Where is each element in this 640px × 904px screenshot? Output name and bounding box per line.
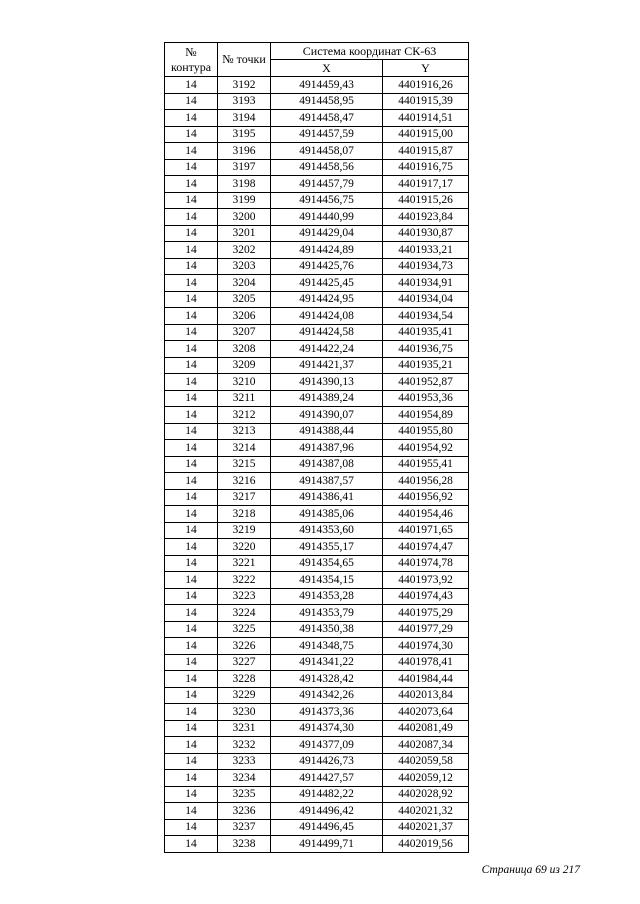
cell-contour: 14 xyxy=(165,522,218,539)
cell-y: 4401974,43 xyxy=(383,588,469,605)
cell-x: 4914424,89 xyxy=(271,242,383,259)
table-row xyxy=(165,258,469,275)
cell-x: 4914341,22 xyxy=(271,654,383,671)
cell-contour: 14 xyxy=(165,737,218,754)
cell-y: 4401934,54 xyxy=(383,308,469,325)
cell-contour: 14 xyxy=(165,110,218,127)
cell-y: 4402021,32 xyxy=(383,803,469,820)
table-row xyxy=(165,192,469,209)
cell-contour: 14 xyxy=(165,572,218,589)
cell-contour: 14 xyxy=(165,275,218,292)
cell-x: 4914425,45 xyxy=(271,275,383,292)
cell-point: 3220 xyxy=(218,539,271,556)
cell-y: 4401971,65 xyxy=(383,522,469,539)
cell-contour: 14 xyxy=(165,671,218,688)
cell-y: 4401954,89 xyxy=(383,407,469,424)
cell-y: 4401974,47 xyxy=(383,539,469,556)
table-row xyxy=(165,110,469,127)
cell-y: 4402013,84 xyxy=(383,687,469,704)
cell-point: 3228 xyxy=(218,671,271,688)
cell-point: 3193 xyxy=(218,93,271,110)
table-row xyxy=(165,159,469,176)
table-header xyxy=(165,43,469,77)
cell-point: 3226 xyxy=(218,638,271,655)
cell-point: 3201 xyxy=(218,225,271,242)
cell-y: 4401915,87 xyxy=(383,143,469,160)
table-row xyxy=(165,753,469,770)
cell-point: 3231 xyxy=(218,720,271,737)
cell-contour: 14 xyxy=(165,638,218,655)
cell-x: 4914499,71 xyxy=(271,836,383,853)
cell-y: 4401974,30 xyxy=(383,638,469,655)
cell-point: 3207 xyxy=(218,324,271,341)
cell-y: 4402059,58 xyxy=(383,753,469,770)
table-row xyxy=(165,143,469,160)
table-row xyxy=(165,291,469,308)
cell-x: 4914353,28 xyxy=(271,588,383,605)
table-row xyxy=(165,588,469,605)
cell-contour: 14 xyxy=(165,654,218,671)
table-row xyxy=(165,621,469,638)
table-row xyxy=(165,654,469,671)
header-contour: № контура xyxy=(165,43,218,77)
cell-contour: 14 xyxy=(165,225,218,242)
table-row xyxy=(165,341,469,358)
table-row xyxy=(165,440,469,457)
cell-point: 3195 xyxy=(218,126,271,143)
cell-x: 4914424,08 xyxy=(271,308,383,325)
cell-x: 4914354,65 xyxy=(271,555,383,572)
cell-x: 4914374,30 xyxy=(271,720,383,737)
table-row xyxy=(165,786,469,803)
cell-contour: 14 xyxy=(165,126,218,143)
cell-contour: 14 xyxy=(165,192,218,209)
cell-point: 3232 xyxy=(218,737,271,754)
cell-x: 4914440,99 xyxy=(271,209,383,226)
cell-contour: 14 xyxy=(165,176,218,193)
cell-x: 4914425,76 xyxy=(271,258,383,275)
cell-y: 4402081,49 xyxy=(383,720,469,737)
cell-contour: 14 xyxy=(165,93,218,110)
cell-contour: 14 xyxy=(165,605,218,622)
cell-y: 4401915,26 xyxy=(383,192,469,209)
cell-point: 3229 xyxy=(218,687,271,704)
cell-x: 4914424,95 xyxy=(271,291,383,308)
cell-point: 3235 xyxy=(218,786,271,803)
cell-contour: 14 xyxy=(165,407,218,424)
cell-x: 4914389,24 xyxy=(271,390,383,407)
cell-contour: 14 xyxy=(165,819,218,836)
cell-contour: 14 xyxy=(165,803,218,820)
cell-point: 3200 xyxy=(218,209,271,226)
cell-point: 3234 xyxy=(218,770,271,787)
cell-x: 4914390,13 xyxy=(271,374,383,391)
table-row xyxy=(165,720,469,737)
table-row xyxy=(165,209,469,226)
cell-contour: 14 xyxy=(165,704,218,721)
table-body xyxy=(165,77,469,853)
cell-point: 3221 xyxy=(218,555,271,572)
table-row xyxy=(165,539,469,556)
cell-x: 4914459,43 xyxy=(271,77,383,94)
cell-x: 4914458,56 xyxy=(271,159,383,176)
cell-point: 3211 xyxy=(218,390,271,407)
cell-point: 3210 xyxy=(218,374,271,391)
cell-y: 4401975,29 xyxy=(383,605,469,622)
cell-x: 4914458,07 xyxy=(271,143,383,160)
cell-point: 3227 xyxy=(218,654,271,671)
cell-y: 4401954,92 xyxy=(383,440,469,457)
cell-x: 4914424,58 xyxy=(271,324,383,341)
cell-x: 4914427,57 xyxy=(271,770,383,787)
cell-point: 3192 xyxy=(218,77,271,94)
table-row xyxy=(165,687,469,704)
cell-point: 3233 xyxy=(218,753,271,770)
table-row xyxy=(165,176,469,193)
coordinates-table xyxy=(164,42,469,853)
cell-y: 4401935,41 xyxy=(383,324,469,341)
cell-x: 4914373,36 xyxy=(271,704,383,721)
cell-y: 4401956,28 xyxy=(383,473,469,490)
cell-contour: 14 xyxy=(165,770,218,787)
cell-point: 3208 xyxy=(218,341,271,358)
cell-x: 4914354,15 xyxy=(271,572,383,589)
cell-contour: 14 xyxy=(165,341,218,358)
header-point: № точки xyxy=(218,43,271,77)
cell-y: 4401956,92 xyxy=(383,489,469,506)
cell-contour: 14 xyxy=(165,473,218,490)
cell-point: 3198 xyxy=(218,176,271,193)
table-row xyxy=(165,390,469,407)
cell-x: 4914355,17 xyxy=(271,539,383,556)
cell-point: 3217 xyxy=(218,489,271,506)
table-row xyxy=(165,242,469,259)
cell-contour: 14 xyxy=(165,456,218,473)
table-row xyxy=(165,770,469,787)
cell-x: 4914421,37 xyxy=(271,357,383,374)
table-row xyxy=(165,671,469,688)
cell-y: 4401974,78 xyxy=(383,555,469,572)
cell-contour: 14 xyxy=(165,242,218,259)
cell-y: 4401953,36 xyxy=(383,390,469,407)
table-row xyxy=(165,456,469,473)
cell-x: 4914350,38 xyxy=(271,621,383,638)
table-row xyxy=(165,374,469,391)
table-row xyxy=(165,275,469,292)
header-coordinate-system: Система координат СК-63 xyxy=(271,43,469,60)
table-row xyxy=(165,555,469,572)
cell-point: 3222 xyxy=(218,572,271,589)
cell-y: 4401934,91 xyxy=(383,275,469,292)
cell-y: 4402028,92 xyxy=(383,786,469,803)
cell-y: 4401916,26 xyxy=(383,77,469,94)
cell-x: 4914426,73 xyxy=(271,753,383,770)
cell-x: 4914348,75 xyxy=(271,638,383,655)
cell-contour: 14 xyxy=(165,753,218,770)
cell-point: 3225 xyxy=(218,621,271,638)
cell-contour: 14 xyxy=(165,489,218,506)
cell-point: 3206 xyxy=(218,308,271,325)
table-row xyxy=(165,357,469,374)
cell-y: 4401973,92 xyxy=(383,572,469,589)
cell-x: 4914377,09 xyxy=(271,737,383,754)
cell-y: 4402019,56 xyxy=(383,836,469,853)
table-row xyxy=(165,704,469,721)
table-row xyxy=(165,638,469,655)
cell-x: 4914388,44 xyxy=(271,423,383,440)
cell-y: 4401923,84 xyxy=(383,209,469,226)
cell-x: 4914458,95 xyxy=(271,93,383,110)
table-row xyxy=(165,473,469,490)
cell-contour: 14 xyxy=(165,159,218,176)
cell-contour: 14 xyxy=(165,836,218,853)
cell-point: 3223 xyxy=(218,588,271,605)
table-row xyxy=(165,836,469,853)
cell-x: 4914328,42 xyxy=(271,671,383,688)
cell-point: 3204 xyxy=(218,275,271,292)
cell-point: 3215 xyxy=(218,456,271,473)
cell-point: 3194 xyxy=(218,110,271,127)
cell-y: 4401955,41 xyxy=(383,456,469,473)
cell-y: 4401955,80 xyxy=(383,423,469,440)
cell-contour: 14 xyxy=(165,390,218,407)
table-row xyxy=(165,489,469,506)
page-number: Страница 69 из 217 xyxy=(481,864,580,876)
cell-contour: 14 xyxy=(165,539,218,556)
cell-x: 4914458,47 xyxy=(271,110,383,127)
table-row xyxy=(165,225,469,242)
cell-point: 3213 xyxy=(218,423,271,440)
cell-contour: 14 xyxy=(165,209,218,226)
cell-y: 4402059,12 xyxy=(383,770,469,787)
table-row xyxy=(165,407,469,424)
cell-x: 4914390,07 xyxy=(271,407,383,424)
cell-contour: 14 xyxy=(165,687,218,704)
table-row xyxy=(165,324,469,341)
cell-contour: 14 xyxy=(165,143,218,160)
cell-y: 4401915,39 xyxy=(383,93,469,110)
cell-point: 3209 xyxy=(218,357,271,374)
cell-x: 4914387,96 xyxy=(271,440,383,457)
cell-point: 3224 xyxy=(218,605,271,622)
cell-point: 3197 xyxy=(218,159,271,176)
cell-x: 4914457,79 xyxy=(271,176,383,193)
cell-point: 3214 xyxy=(218,440,271,457)
cell-contour: 14 xyxy=(165,786,218,803)
cell-contour: 14 xyxy=(165,77,218,94)
cell-point: 3237 xyxy=(218,819,271,836)
cell-x: 4914496,42 xyxy=(271,803,383,820)
cell-point: 3218 xyxy=(218,506,271,523)
cell-y: 4402021,37 xyxy=(383,819,469,836)
table-row xyxy=(165,522,469,539)
cell-y: 4401915,00 xyxy=(383,126,469,143)
cell-point: 3202 xyxy=(218,242,271,259)
cell-point: 3238 xyxy=(218,836,271,853)
cell-x: 4914422,24 xyxy=(271,341,383,358)
cell-y: 4401978,41 xyxy=(383,654,469,671)
cell-contour: 14 xyxy=(165,357,218,374)
cell-point: 3236 xyxy=(218,803,271,820)
cell-contour: 14 xyxy=(165,720,218,737)
cell-y: 4401934,04 xyxy=(383,291,469,308)
cell-y: 4401933,21 xyxy=(383,242,469,259)
cell-contour: 14 xyxy=(165,440,218,457)
table-row xyxy=(165,572,469,589)
cell-y: 4401930,87 xyxy=(383,225,469,242)
cell-y: 4401977,29 xyxy=(383,621,469,638)
cell-y: 4401934,73 xyxy=(383,258,469,275)
cell-x: 4914429,04 xyxy=(271,225,383,242)
cell-point: 3230 xyxy=(218,704,271,721)
cell-y: 4401954,46 xyxy=(383,506,469,523)
cell-y: 4401936,75 xyxy=(383,341,469,358)
cell-x: 4914456,75 xyxy=(271,192,383,209)
cell-y: 4401917,17 xyxy=(383,176,469,193)
cell-y: 4401914,51 xyxy=(383,110,469,127)
cell-y: 4402087,34 xyxy=(383,737,469,754)
table-row xyxy=(165,506,469,523)
cell-y: 4401935,21 xyxy=(383,357,469,374)
cell-x: 4914457,59 xyxy=(271,126,383,143)
cell-contour: 14 xyxy=(165,258,218,275)
table-row xyxy=(165,77,469,94)
cell-x: 4914385,06 xyxy=(271,506,383,523)
cell-contour: 14 xyxy=(165,374,218,391)
table-row xyxy=(165,803,469,820)
cell-point: 3212 xyxy=(218,407,271,424)
cell-contour: 14 xyxy=(165,308,218,325)
cell-x: 4914496,45 xyxy=(271,819,383,836)
cell-point: 3205 xyxy=(218,291,271,308)
header-y: Y xyxy=(383,60,469,77)
cell-contour: 14 xyxy=(165,555,218,572)
table-row xyxy=(165,605,469,622)
cell-contour: 14 xyxy=(165,291,218,308)
table-row xyxy=(165,423,469,440)
cell-contour: 14 xyxy=(165,588,218,605)
table-row xyxy=(165,308,469,325)
cell-point: 3199 xyxy=(218,192,271,209)
cell-point: 3196 xyxy=(218,143,271,160)
cell-point: 3216 xyxy=(218,473,271,490)
cell-x: 4914342,26 xyxy=(271,687,383,704)
cell-y: 4402073,64 xyxy=(383,704,469,721)
cell-y: 4401984,44 xyxy=(383,671,469,688)
cell-x: 4914387,57 xyxy=(271,473,383,490)
cell-y: 4401952,87 xyxy=(383,374,469,391)
table-row xyxy=(165,737,469,754)
cell-x: 4914387,08 xyxy=(271,456,383,473)
table-row xyxy=(165,819,469,836)
header-x: X xyxy=(271,60,383,77)
cell-contour: 14 xyxy=(165,621,218,638)
cell-x: 4914353,60 xyxy=(271,522,383,539)
cell-x: 4914353,79 xyxy=(271,605,383,622)
cell-point: 3203 xyxy=(218,258,271,275)
cell-point: 3219 xyxy=(218,522,271,539)
cell-x: 4914386,41 xyxy=(271,489,383,506)
cell-contour: 14 xyxy=(165,506,218,523)
table-row xyxy=(165,93,469,110)
cell-x: 4914482,22 xyxy=(271,786,383,803)
table-row xyxy=(165,126,469,143)
cell-y: 4401916,75 xyxy=(383,159,469,176)
cell-contour: 14 xyxy=(165,423,218,440)
cell-contour: 14 xyxy=(165,324,218,341)
